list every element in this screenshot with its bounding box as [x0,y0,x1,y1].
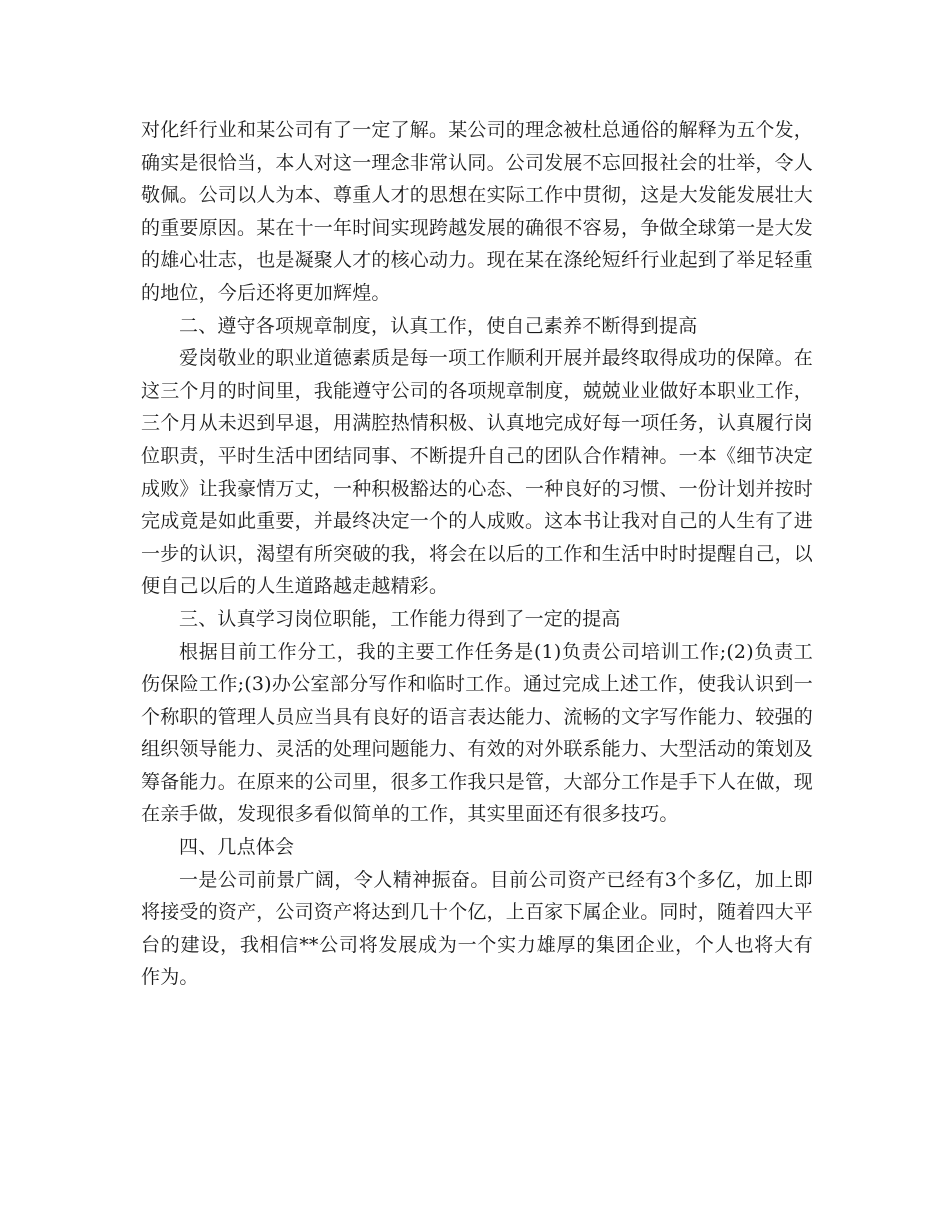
section-heading-2: 二、遵守各项规章制度，认真工作，使自己素养不断得到提高 [179,314,698,337]
paragraph-section-3: 根据目前工作分工，我的主要工作任务是(1)负责公司培训工作;(2)负责工伤保险工作;(3)办公室部分写作和临时工作。通过完成上述工作，使我认识到一个称职的管理人员应当具有良好的语言表达能力、流畅的文字写作能力、较强的组织领导能力、灵活的处理问题能力、有效的对外联系能力、大型活动的策划及筹备能力。在原来的公司里，很多工作我只是管，大部分工作是手下人在做，现在亲手做，发现很多看似简单的工作，其实里面还有很多技巧。 [141,640,814,826]
paragraph-section-2: 爱岗敬业的职业道德素质是每一项工作顺利开展并最终取得成功的保障。在这三个月的时间里，我能遵守公司的各项规章制度，兢兢业业做好本职业工作，三个月从未迟到早退，用满腔热情积极、认真地完成好每一项任务，认真履行岗位职责，平时生活中团结同事、不断提升自己的团队合作精神。一本《细节决定成败》让我豪情万丈，一种积极豁达的心态、一种良好的习惯、一份计划并按时完成竟是如此重要，并最终决定一个的人成败。这本书让我对自己的人生有了进一步的认识，渴望有所突破的我，将会在以后的工作和生活中时时提醒自己，以便自己以后的人生道路越走越精彩。 [141,347,814,598]
document-body [141,114,813,994]
section-heading-3: 三、认真学习岗位职能，工作能力得到了一定的提高 [179,607,621,630]
paragraph-intro-continuation: 对化纤行业和某公司有了一定了解。某公司的理念被杜总通俗的解释为五个发，确实是很恰当，本人对这一理念非常认同。公司发展不忘回报社会的壮举，令人敬佩。公司以人为本、尊重人才的思想在实际工作中贯彻，这是大发能发展壮大的重要原因。某在十一年时间实现跨越发展的确很不容易，争做全球第一是大发的雄心壮志，也是凝聚人才的核心动力。现在某在涤纶短纤行业起到了举足轻重的地位，今后还将更加辉煌。 [141,119,814,304]
section-heading-4: 四、几点体会 [179,836,295,859]
paragraph-section-4: 一是公司前景广阔，令人精神振奋。目前公司资产已经有3个多亿，加上即将接受的资产，公司资产将达到几十个亿，上百家下属企业。同时，随着四大平台的建设，我相信**公司将发展成为一个实力雄厚的集团企业，个人也将大有作为。 [141,868,814,989]
